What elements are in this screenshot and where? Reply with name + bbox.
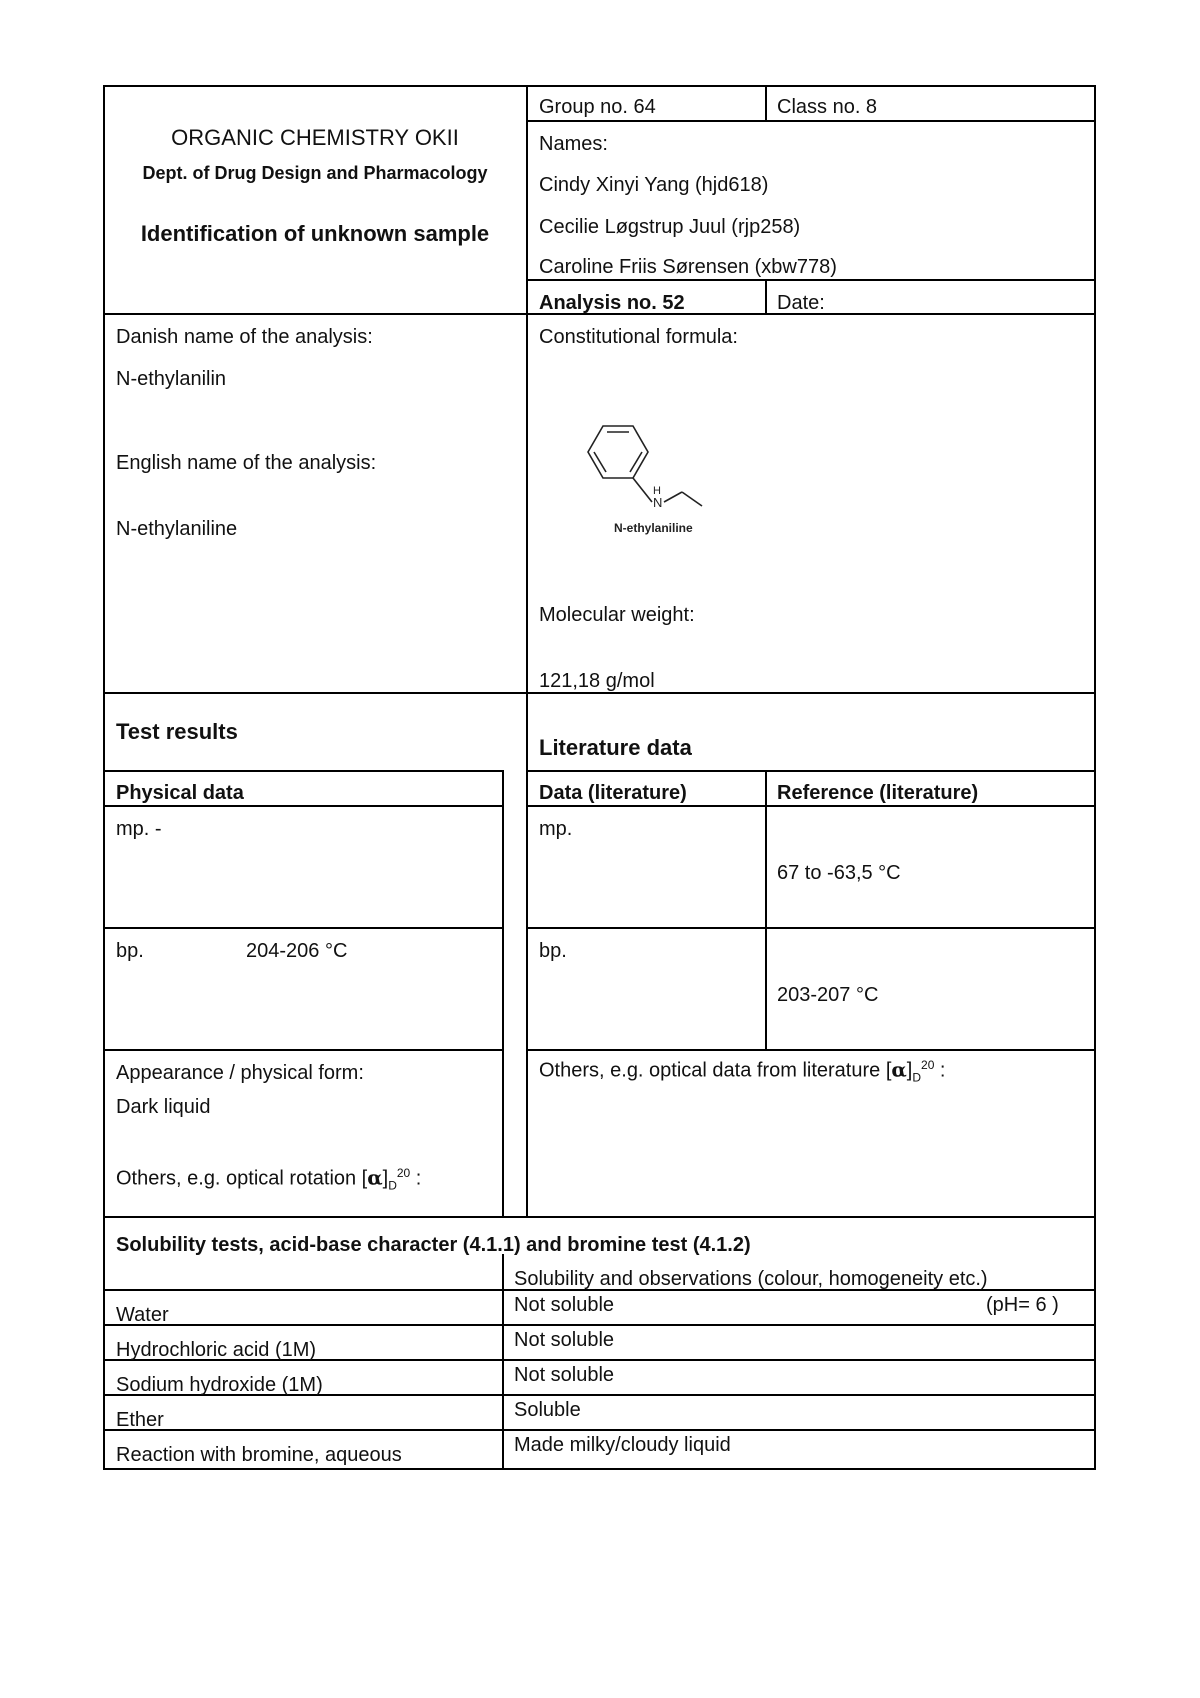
frame-left	[103, 85, 105, 1470]
ethyl-bond	[682, 492, 702, 506]
test-results-title: Test results	[116, 719, 238, 744]
mw-label: Molecular weight:	[539, 604, 695, 626]
course-title: ORGANIC CHEMISTRY OKII	[171, 125, 459, 150]
structure-caption: N-ethylaniline	[614, 521, 693, 535]
hline-phys-top	[103, 770, 504, 772]
hline-results-bottom	[103, 1216, 1096, 1218]
solubility-result-bromine: Made milky/cloudy liquid	[514, 1434, 731, 1456]
danish-name: N-ethylanilin	[116, 368, 227, 390]
danish-name-label: Danish name of the analysis:	[116, 326, 373, 348]
literature-mp-value: 67 to -63,5 °C	[777, 862, 901, 884]
hline-lit-top	[526, 770, 1096, 772]
class-number: Class no. 8	[777, 96, 878, 118]
frame-bottom	[103, 1468, 1096, 1470]
ph-note: (pH= 6 )	[986, 1294, 1059, 1316]
literature-title: Literature data	[539, 735, 692, 760]
literature-optical-label: Others, e.g. optical data from literature $[\alpha]_D^{20}$ :	[539, 1057, 946, 1085]
bp-value: 204-206 °C	[246, 940, 348, 962]
hline-group	[526, 120, 1096, 122]
nitrogen-label: N	[653, 495, 663, 510]
n-ethylaniline-structure	[560, 410, 760, 540]
solubility-result-naoh: Not soluble	[514, 1364, 615, 1386]
english-name: N-ethylaniline	[116, 518, 238, 540]
hline-sol-2	[103, 1324, 1096, 1326]
vline-lit-cols	[765, 770, 767, 1051]
formula-label: Constitutional formula:	[539, 326, 738, 348]
appearance-label: Appearance / physical form:	[116, 1062, 364, 1084]
hline-names	[526, 279, 1096, 281]
group-number: Group no. 64	[539, 96, 656, 118]
hline-lit-header	[526, 805, 1096, 807]
literature-data-header: Data (literature)	[539, 782, 687, 804]
physical-data-header: Physical data	[116, 782, 244, 804]
hline-mp-right	[526, 927, 1096, 929]
benzene-ring	[588, 426, 648, 478]
n-ethyl-bond	[664, 492, 682, 502]
solubility-title: Solubility tests, acid-base character (4.1.1) and bromine test (4.1.2)	[116, 1234, 751, 1256]
department-name: Dept. of Drug Design and Pharmacology	[142, 163, 488, 183]
literature-reference-header: Reference (literature)	[777, 782, 979, 804]
name-1: Cindy Xinyi Yang (hjd618)	[539, 174, 769, 196]
c-n-bond	[633, 478, 652, 502]
hline-bp-right	[526, 1049, 1096, 1051]
nh-hydrogen-label: H	[653, 485, 661, 497]
hline-sol-5	[103, 1429, 1096, 1431]
name-2: Cecilie Løgstrup Juul (rjp258)	[539, 216, 801, 238]
solubility-test-water: Water	[116, 1304, 169, 1326]
mw-value: 121,18 g/mol	[539, 670, 655, 692]
hline-mp-left	[103, 927, 504, 929]
divider-results	[502, 770, 504, 1218]
solubility-result-hcl: Not soluble	[514, 1329, 615, 1351]
solubility-test-ether: Ether	[116, 1409, 164, 1431]
solubility-column-header: Solubility and observations (colour, homogeneity etc.)	[514, 1268, 988, 1290]
frame-top	[103, 85, 1096, 87]
solubility-result-water: Not soluble	[514, 1294, 615, 1316]
name-3: Caroline Friis Sørensen (xbw778)	[539, 256, 837, 278]
literature-bp-value: 203-207 °C	[777, 984, 879, 1006]
solubility-result-ether: Soluble	[514, 1399, 581, 1421]
english-name-label: English name of the analysis:	[116, 452, 377, 474]
mp-result: mp. -	[116, 818, 162, 840]
hline-names-bottom	[103, 692, 1096, 694]
literature-bp-label: bp.	[539, 940, 567, 962]
literature-mp-label: mp.	[539, 818, 573, 840]
appearance-value: Dark liquid	[116, 1096, 211, 1118]
optical-rotation-label: Others, e.g. optical rotation $[\alpha]_D^{20}$ :	[116, 1165, 422, 1193]
vline-group-class	[765, 85, 767, 122]
solubility-test-naoh: Sodium hydroxide (1M)	[116, 1374, 323, 1396]
vline-analysis-date	[765, 279, 767, 315]
bp-label: bp.	[116, 940, 144, 962]
solubility-test-hcl: Hydrochloric acid (1M)	[116, 1339, 317, 1361]
hline-phys-header	[103, 805, 504, 807]
names-label: Names:	[539, 133, 608, 155]
hline-bp-left	[103, 1049, 504, 1051]
solubility-test-bromine: Reaction with bromine, aqueous	[116, 1444, 402, 1466]
frame-right	[1094, 85, 1096, 1470]
date-label: Date:	[777, 292, 825, 314]
form-title: Identification of unknown sample	[140, 221, 490, 246]
analysis-number: Analysis no. 52	[539, 292, 685, 314]
vline-solubility	[502, 1254, 504, 1470]
